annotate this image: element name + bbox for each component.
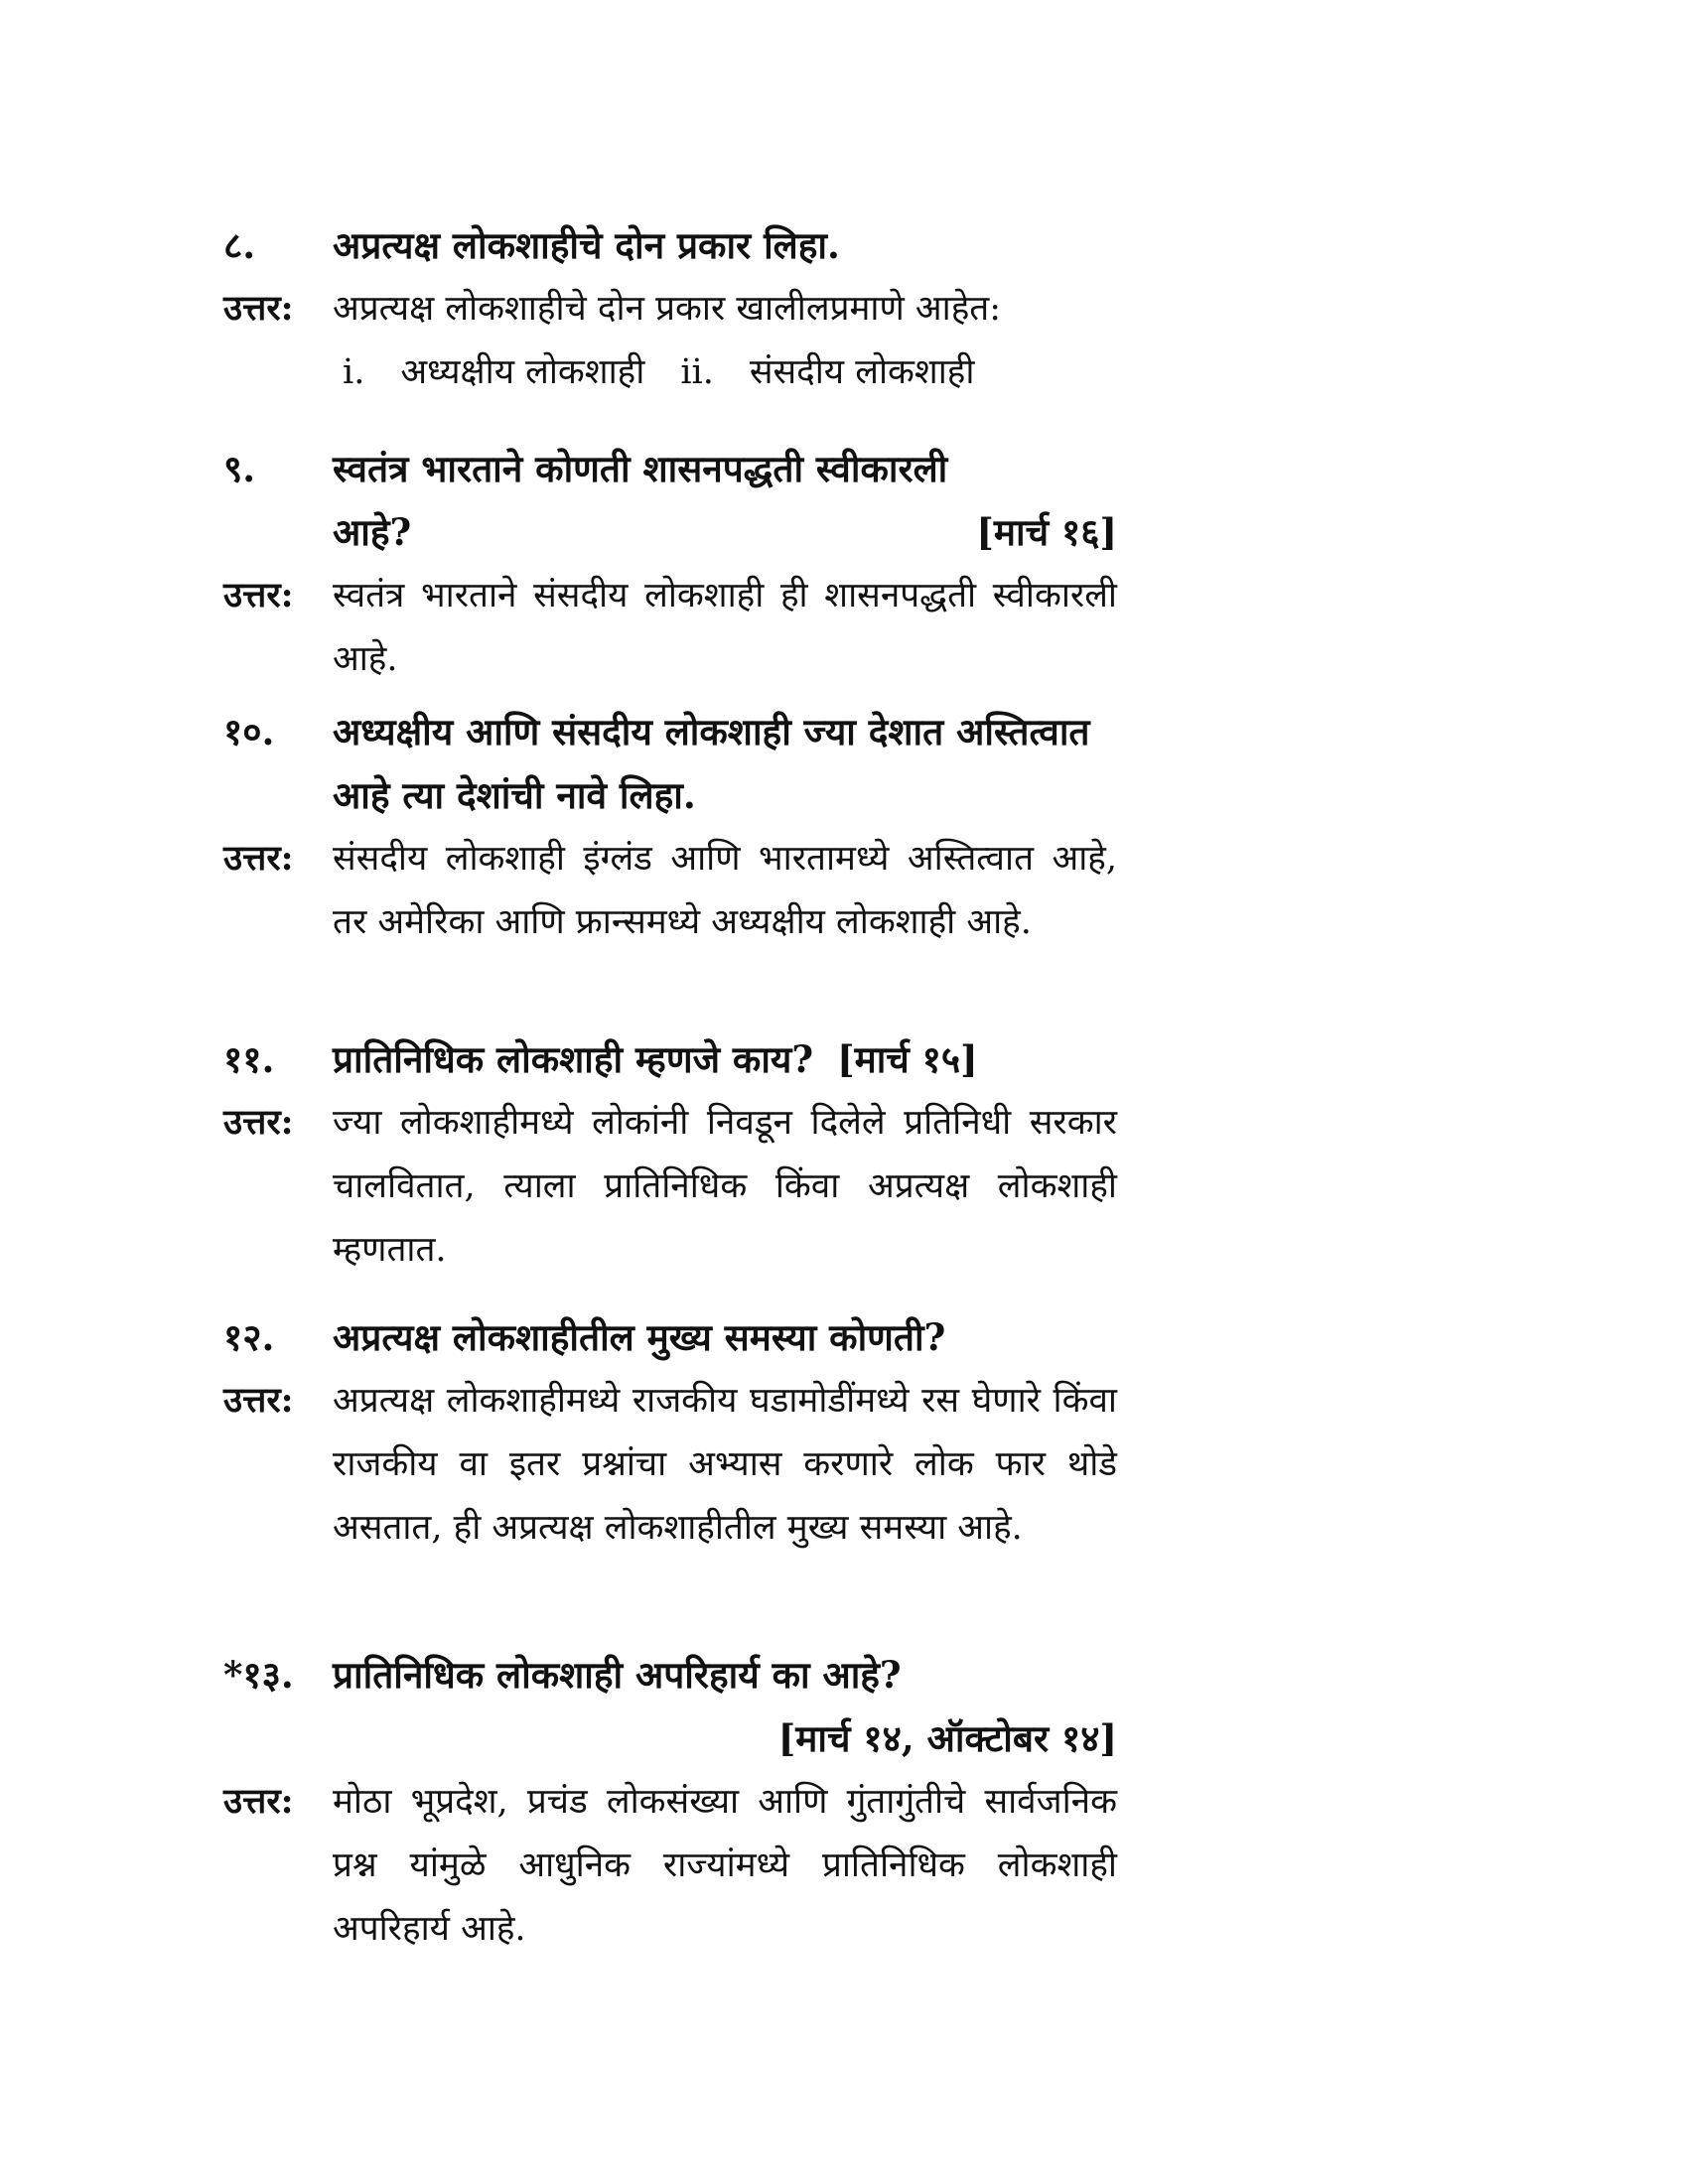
list-item: अध्यक्षीय लोकशाही [400, 352, 645, 392]
answer-label: उत्तर: [223, 1102, 294, 1143]
question-number: *१३. [223, 1653, 294, 1697]
question-text: अप्रत्यक्ष लोकशाहीचे दोन प्रकार लिहा. [333, 223, 840, 267]
answer-label: उत्तर: [223, 288, 294, 329]
question-text: प्रातिनिधिक लोकशाही म्हणजे काय? [333, 1037, 814, 1081]
answer-text: ज्या लोकशाहीमध्ये लोकांनी निवडून दिलेले प्रतिनिधी सरकार चालवितात, त्याला प्रातिनिधिक किंवा अप्रत्यक्ष लोकशाही म्हणतात. [333, 1103, 1117, 1270]
question-10 [223, 700, 1117, 954]
question-8 [223, 213, 1117, 404]
question-row [333, 1027, 1117, 1091]
list-marker: ii. [680, 352, 714, 392]
list-marker: i. [343, 352, 365, 392]
question-number: १२. [223, 1315, 275, 1359]
answer-label: उत्तर: [223, 1781, 294, 1822]
answer-label: उत्तर: [223, 838, 294, 879]
question-11 [223, 1027, 1117, 1282]
answer-text: अप्रत्यक्ष लोकशाहीमध्ये राजकीय घडामोडींमध्ये रस घेणारे किंवा राजकीय वा इतर प्रश्नांचा अभ्यास करणारे लोक फार थोडे असतात, ही अप्रत्यक्ष लोकशाहीतील मुख्य समस्या आहे. [333, 1381, 1117, 1548]
answer-label: उत्तर: [223, 1380, 294, 1421]
list-item: संसदीय लोकशाही [749, 352, 975, 392]
question-9 [223, 437, 1117, 691]
question-text: स्वतंत्र भारताने कोणती शासनपद्धती स्वीकारली [333, 447, 948, 490]
question-text: अध्यक्षीय आणि संसदीय लोकशाही ज्या देशात अस्तित्वात आहे त्या देशांची नावे लिहा. [333, 710, 1090, 817]
question-number: ८. [223, 223, 256, 267]
answer-label: उत्तर: [223, 575, 294, 615]
exam-reference: [मार्च १४, ऑक्टोबर १४] [777, 1716, 1117, 1760]
question-text: अप्रत्यक्ष लोकशाहीतील मुख्य समस्या कोणती? [333, 1315, 946, 1359]
democracy-types-list [343, 341, 1117, 404]
question-text-continued: आहे? [333, 510, 412, 554]
question-text: प्रातिनिधिक लोकशाही अपरिहार्य का आहे? [333, 1653, 902, 1697]
question-12 [223, 1305, 1117, 1560]
answer-text: अप्रत्यक्ष लोकशाहीचे दोन प्रकार खालीलप्रमाणे आहेत: [333, 289, 1002, 329]
exam-reference: [मार्च १६] [976, 510, 1117, 554]
answer-text: स्वतंत्र भारताने संसदीय लोकशाही ही शासनपद्धती स्वीकारली आहे. [333, 576, 1117, 679]
question-number: १०. [223, 710, 275, 753]
question-number: ९. [223, 447, 256, 490]
question-number: ११. [223, 1037, 275, 1081]
answer-text: संसदीय लोकशाही इंग्लंड आणि भारतामध्ये अस्तित्वात आहे, तर अमेरिका आणि फ्रान्समध्ये अध्यक्षीय लोकशाही आहे. [333, 839, 1117, 942]
answer-text: मोठा भूप्रदेश, प्रचंड लोकसंख्या आणि गुंतागुंतीचे सार्वजनिक प्रश्न यांमुळे आधुनिक राज्यांमध्ये प्रातिनिधिक लोकशाही अपरिहार्य आहे. [333, 1782, 1117, 1949]
exam-reference: [मार्च १५] [837, 1037, 978, 1081]
question-13 [223, 1643, 1117, 1961]
